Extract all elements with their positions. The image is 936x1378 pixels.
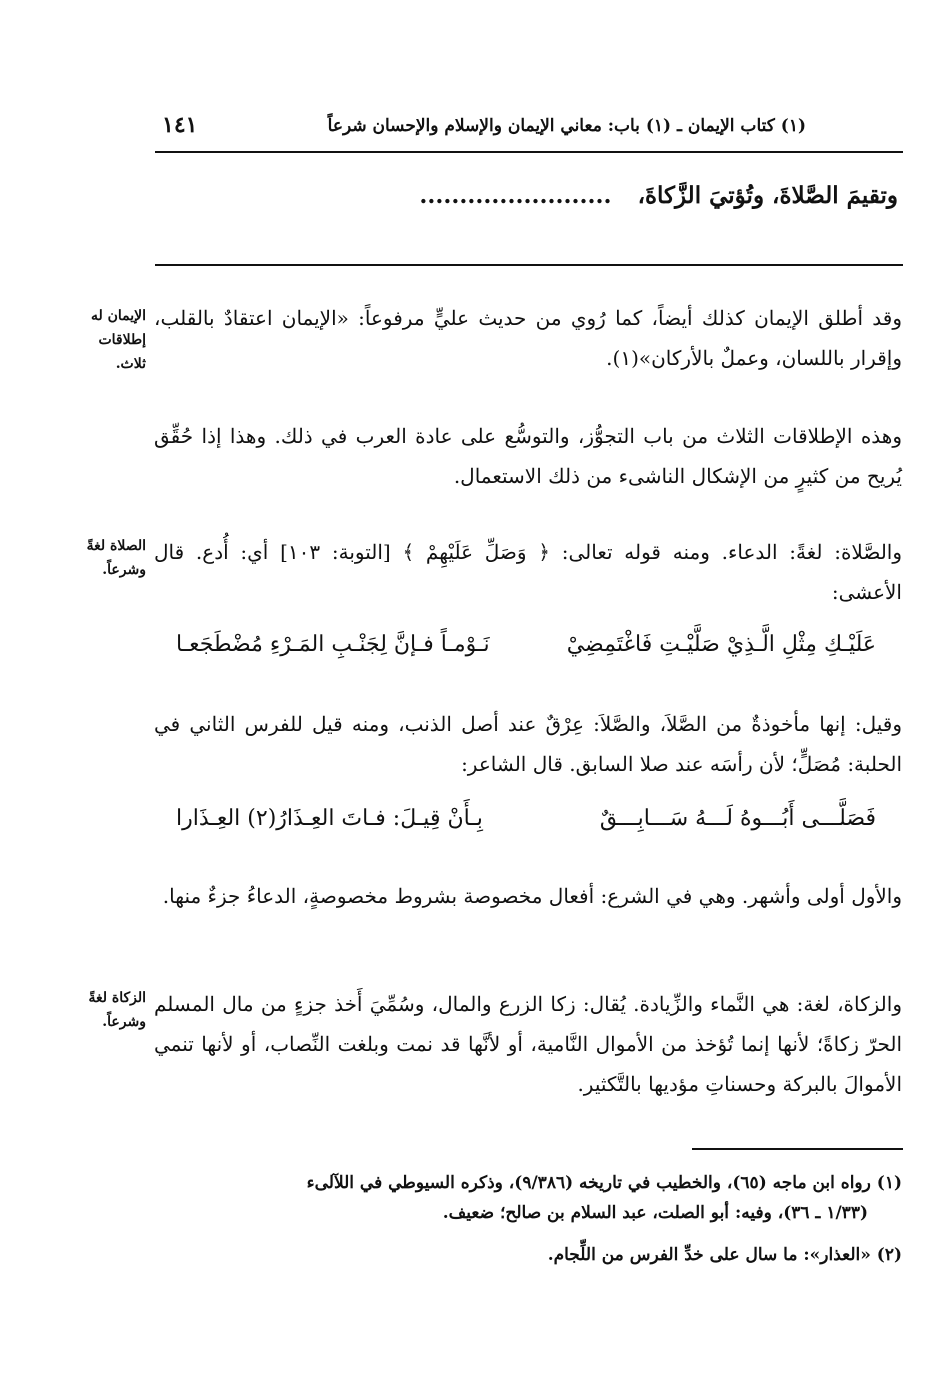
paragraph-iman-definitions: وقد أطلق الإيمان كذلك أيضاً، كما رُوي من حديث عليٍّ مرفوعاً: «الإيمان اعتقادٌ بالقلب، وإقرار باللسان، وعملٌ بالأركان»(١). [154,306,902,370]
paragraph-salah-shar: والأول أولى وأشهر. وهي في الشرع: أفعال مخصوصة بشروط مخصوصةٍ، الدعاءُ جزءٌ منها. [162,884,902,908]
footnote-1-line-1: (١) رواه ابن ماجه (٦٥)، والخطيب في تاريخه (٩/٣٨٦)، وذكره السيوطي في اللآلىء [306,1173,902,1193]
poetry-verse-aasha [176,632,876,657]
footnote-1 [142,1168,902,1228]
hadith-text-line [158,182,898,209]
header-rule [155,151,903,153]
verse-hemistich-left: بِـأَنْ قِيـلَ: فـاتَ العِـذَارُ(٢) العِـذَارا [176,806,483,831]
paragraph-majaz: وهذه الإطلاقات الثلاث من باب التجوُّز، والتوسُّع على عادة العرب في ذلك. وهذا إذا حُقِّق يُريح من كثيرٍ من الإشكال الناشىء من ذلك الاستعمال. [154,424,902,488]
running-header: (١) كتاب الإيمان ـ (١) باب: معاني الإيمان والإسلام والإحسان شرعاً [327,116,806,136]
poetry-verse-shaer [176,806,876,831]
footnote-rule [692,1148,903,1150]
paragraph-salah-lughatan: والصَّلاة: لغةً: الدعاء. ومنه قوله تعالى: ﴿ وَصَلِّ عَلَيْهِمْ ﴾ [التوبة: ١٠٣] أي: أُدع. قال الأعشى: [154,540,903,604]
hadith-dots: ........................ [419,182,612,209]
footnote-2: (٢) «العذار»: ما سال على خدِّ الفرس من اللِّجام. [547,1245,902,1265]
paragraph-sala-origin: وقيل: إنها مأخوذةٌ من الصَّلاَ، والصَّلاَ: عِرْقٌ عند أصل الذنب، ومنه قيل للفرس الثاني في الحلبة: مُصَلٍّ؛ لأن رأسَه عند صلا السابق. قال الشاعر: [154,712,902,776]
hadith-text: وتقيمَ الصَّلاةَ، وتُؤتيَ الزَّكاةَ، [637,182,898,209]
margin-note-zakah: الزكاة لغةً وشرعاً. [88,990,146,1030]
verse-hemistich-right: عَلَيْـكِ مِثْلِ الَّـذِيْ صَلَّيْـتِ فَاغْتَمِضِيْ [566,632,876,657]
section-rule [155,264,903,266]
margin-note-salah: الصلاة لغةً وشرعاً. [86,538,146,578]
verse-hemistich-left: نَـوْمـاً فـإنَّ لِجَنْـبِ المَـرْءِ مُضْطَجَعـا [176,632,490,657]
margin-note-iman: الإيمان له إطلاقات ثلاث. [90,308,146,372]
paragraph-zakah: والزكاة، لغة: هي النَّماء والزِّيادة. يُقال: زكا الزرع والمال، وسُمِّيَ أَخذ جزءٍ من مال المسلم الحرّ زكاةً؛ لأنها إنما تُؤخذ من الأموال النَّامية، أو لأنَّها قد نمت وبلغت النِّصاب، أو لأنها تنمي الأموالَ بالبركة وحسناتِ مؤديها بالتَّكثير. [154,992,902,1096]
verse-hemistich-right: فَصَلَّـــى أَبُـــوهُ لَـــهُ سَـــابِـــقٌ [599,806,876,831]
footnote-1-line-2: (١/٣٣ ـ ٣٦)، وفيه: أبو الصلت، عبد السلام بن صالح؛ ضعيف. [442,1203,868,1223]
page-number: ١٤١ [162,112,198,138]
